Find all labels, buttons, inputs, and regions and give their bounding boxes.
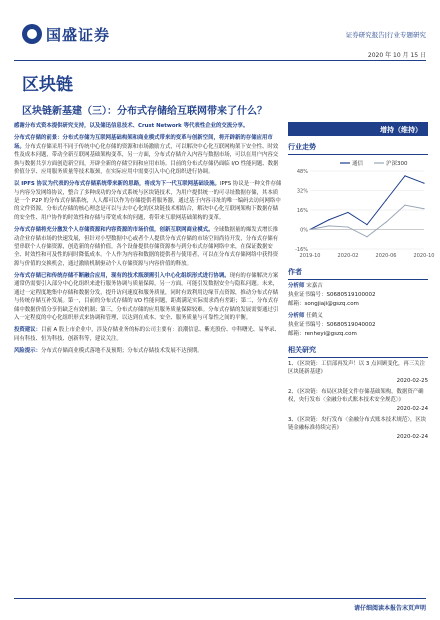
para-text: 现有的存储解决方案通常仍需要引入部分中心化组织来进行服务协调与质量保障，另一方面，可能引发数据安全与隐私问题。未来，通过一定程度地集中存储和数据分发，提升访问速度和服务质量，同时有效利用边缘节点资源，推动分布式存储与传统存储互补发展。第一，目前的分布式存储的 I/O 性能问题，距离满足实际需求尚有差距；第二，分布式存储中数据价值分享仍缺乏有效机制；第三，分布式存储的应用服务质量保障较难。分布式存储的发展需要通过引入一定程度的中心化组织形式来协调和管理，以达到在成本、安全、服务质量与可靠性之间的平衡。 [14, 273, 279, 321]
report-title: 区块链新基建（三）：分布式存储给互联网带来了什么？ [22, 106, 267, 117]
series-point [385, 222, 386, 223]
report-date: 2020 年 10 月 15 日 [367, 52, 426, 59]
related-reports [288, 360, 428, 441]
header-divider [14, 60, 426, 61]
legend-label-b: 沪深300 [386, 161, 408, 167]
para-lead: 感谢分布式资本提供研究支持，以及储迅信息技术、Crust Network 等代表性企业的交流分享。 [14, 123, 249, 129]
analyst-role: 分析师 [288, 283, 305, 289]
related-report [288, 360, 428, 385]
x-tick-label: 2019-10 [299, 253, 321, 259]
related-report-title: 2、《区块链：布局区块链文件存储基础架构，数据资产确权，央行发布〈金融分布式账本技术安全规范〉》 [288, 388, 424, 404]
series-point [423, 208, 424, 209]
y-axis [295, 169, 424, 253]
x-tick-label: 2020-06 [375, 253, 397, 259]
series-point [404, 175, 405, 176]
related-report [288, 388, 428, 413]
para-text: 分布式存储采用不同于传统中心化存储的资源和市场激励方式，可以解决中心化互联网构架下安全性、时效性及成本问题，带动全新互联网基础架构变革，另一方面，分布式存储介入内容与数据市场，可以在用户内容交换与数据共享方面创造新空间，开辟全新的存储空间和应用市场。目前的分布式存储仍面临 I/O 性能问题、数据价值分享、应用服务质量等技术瓶颈，在实际应用中需要引入中心化组织进行协调。 [14, 143, 279, 175]
trend-chart [288, 157, 435, 261]
related-report-date: 2020-02-24 [396, 405, 428, 412]
company-logo [22, 22, 110, 46]
series-point [366, 224, 367, 225]
x-tick-label: 2020-10 [413, 253, 435, 259]
analyst-block [288, 282, 428, 339]
analyst-section-title: 作者 [288, 267, 428, 280]
series-point [385, 200, 386, 201]
footer-divider [14, 598, 426, 599]
series-point [347, 212, 348, 213]
para-lead: 分布式存储的前景：分布式存储为互联网基础构架和商业模式带来的变革与创新空间，将开辟新的存储应用市场。 [14, 135, 273, 150]
series-point [423, 183, 424, 184]
para-lead: 分布式存储已和传统存储不断融合应用，现有的技术瓶颈需引入中心化组织形式进行协调。 [14, 273, 230, 279]
analyst-cert: 执业证书编号：S0680519040002 [288, 322, 376, 329]
analyst-row [288, 282, 428, 291]
para-3 [14, 226, 282, 268]
related-section-title: 相关研究 [288, 345, 428, 358]
series-point [328, 225, 329, 226]
para-0 [14, 122, 282, 130]
footer-disclaimer: 请仔细阅读本报告末页声明 [353, 605, 426, 612]
rating-badge: 增持（维持） [288, 122, 428, 136]
related-report-date: 2020-02-25 [396, 377, 428, 384]
para-4 [14, 272, 282, 322]
chart-legend [340, 159, 408, 167]
doc-type: 证券研究报告|行业专题研究 [345, 31, 426, 39]
trend-section-title: 行业走势 [288, 142, 428, 155]
para-text: 目前 A 股上市企业中，涉及存储业务的标的公司主要有：浪潮信息、紫光股份、中科曙光、易华录、同有科技、恒为科技、创新科等，建议关注。 [14, 327, 280, 342]
para-lead: 投资建议： [14, 327, 41, 334]
para-2 [14, 180, 282, 222]
y-tick-label: 48% [296, 169, 308, 175]
analyst-name: 任鹤义 [306, 313, 323, 320]
logo-icon [22, 24, 42, 44]
analyst-role: 分析师 [288, 313, 305, 320]
series-point [366, 236, 367, 237]
x-axis [300, 253, 435, 259]
series-point [347, 226, 348, 227]
series-point [404, 205, 405, 206]
para-lead: 以 IPFS 协议为代表的分布式存储系统带来新的思路，将成为下一代互联网基础设施。 [14, 181, 220, 188]
series-line-0 [310, 176, 424, 230]
para-5 [14, 326, 282, 343]
analyst-email: 邮箱：renheyi@gszq.com [288, 330, 357, 337]
para-lead: 分布式存储将充分激发个人存储资源和内容资源的市场价值，创新互联网商业模式。 [14, 227, 214, 234]
trend-chart-svg [288, 157, 435, 261]
logo-text: 国盛证券 [46, 25, 111, 44]
y-tick-label: 16% [296, 208, 308, 214]
para-lead: 风险提示： [14, 348, 41, 354]
analyst-name: 宋嘉吉 [306, 283, 323, 289]
series-point [328, 219, 329, 220]
body-column [14, 122, 282, 359]
series-point [309, 229, 310, 230]
analyst-email: 邮箱：songjiaji@gszq.com [288, 300, 359, 307]
industry-title: 区块链 [22, 75, 73, 95]
y-tick-label: 32% [296, 188, 308, 195]
related-report-date: 2020-02-24 [396, 433, 428, 440]
sidebar [288, 122, 435, 444]
para-text: 分布式存储商业模式落地不及预期；分布式存储技术发展不达预期。 [40, 348, 203, 354]
para-text: 全球数据量的爆发式增长推动企业存储市场的快速发展，但针对小型数据中心或者个人提供分布式存储的市场空间尚待开发，分布式存储有望串联个人存储资源，创造新的存储价值。各个设备提供存储资源参与到分布式存储网络中来，在保证数据安全、时效性和可及性的同时降低成本。个人作为内容和数据的提供者与使用者，可以在分布式存储网络中获得资源与价值的交换机会，通过激励机制驱动个人存储资源与内容价值的释放。 [14, 227, 279, 267]
para-text: IPFS 协议是一种文件存储与内容分发网络协议，整合了多种成功的分布式系统与区块链技术，为用户提供统一的可寻址数据存储，其本质是一个 P2P 的分布式存储系统，人人都可以作为存储提供者服务器，通过基于内容寻址的唯一编码去访问网络中的文件资源。分布式存储的核心理念是可以与去中心化的区块链技术相结合，解决中心化互联网架构下数据存储的安全性、用户协作的时效性和存储与带宽成本的问题，将带来互联网基础架构的变革。 [14, 181, 282, 221]
x-tick-label: 2020-02 [337, 253, 359, 259]
related-report-title: 1、《区块链：工信部再发声！以 3 点回顾变化，再三关注区块链新基建》 [288, 360, 425, 376]
related-report-title: 3、《区块链：央行发布〈金融分布式账本技术规范〉，区块链金融标准持续完善》 [288, 417, 427, 432]
analyst-row [288, 312, 428, 321]
y-tick-label: -16% [295, 247, 308, 253]
para-1 [14, 134, 282, 176]
chart-lines [309, 175, 424, 237]
related-report [288, 416, 428, 441]
para-6 [14, 347, 282, 355]
analyst-cert: 执业证书编号：S0680519100002 [288, 291, 376, 298]
legend-label-a: 通信 [352, 161, 364, 167]
y-tick-label: 0% [300, 227, 308, 234]
